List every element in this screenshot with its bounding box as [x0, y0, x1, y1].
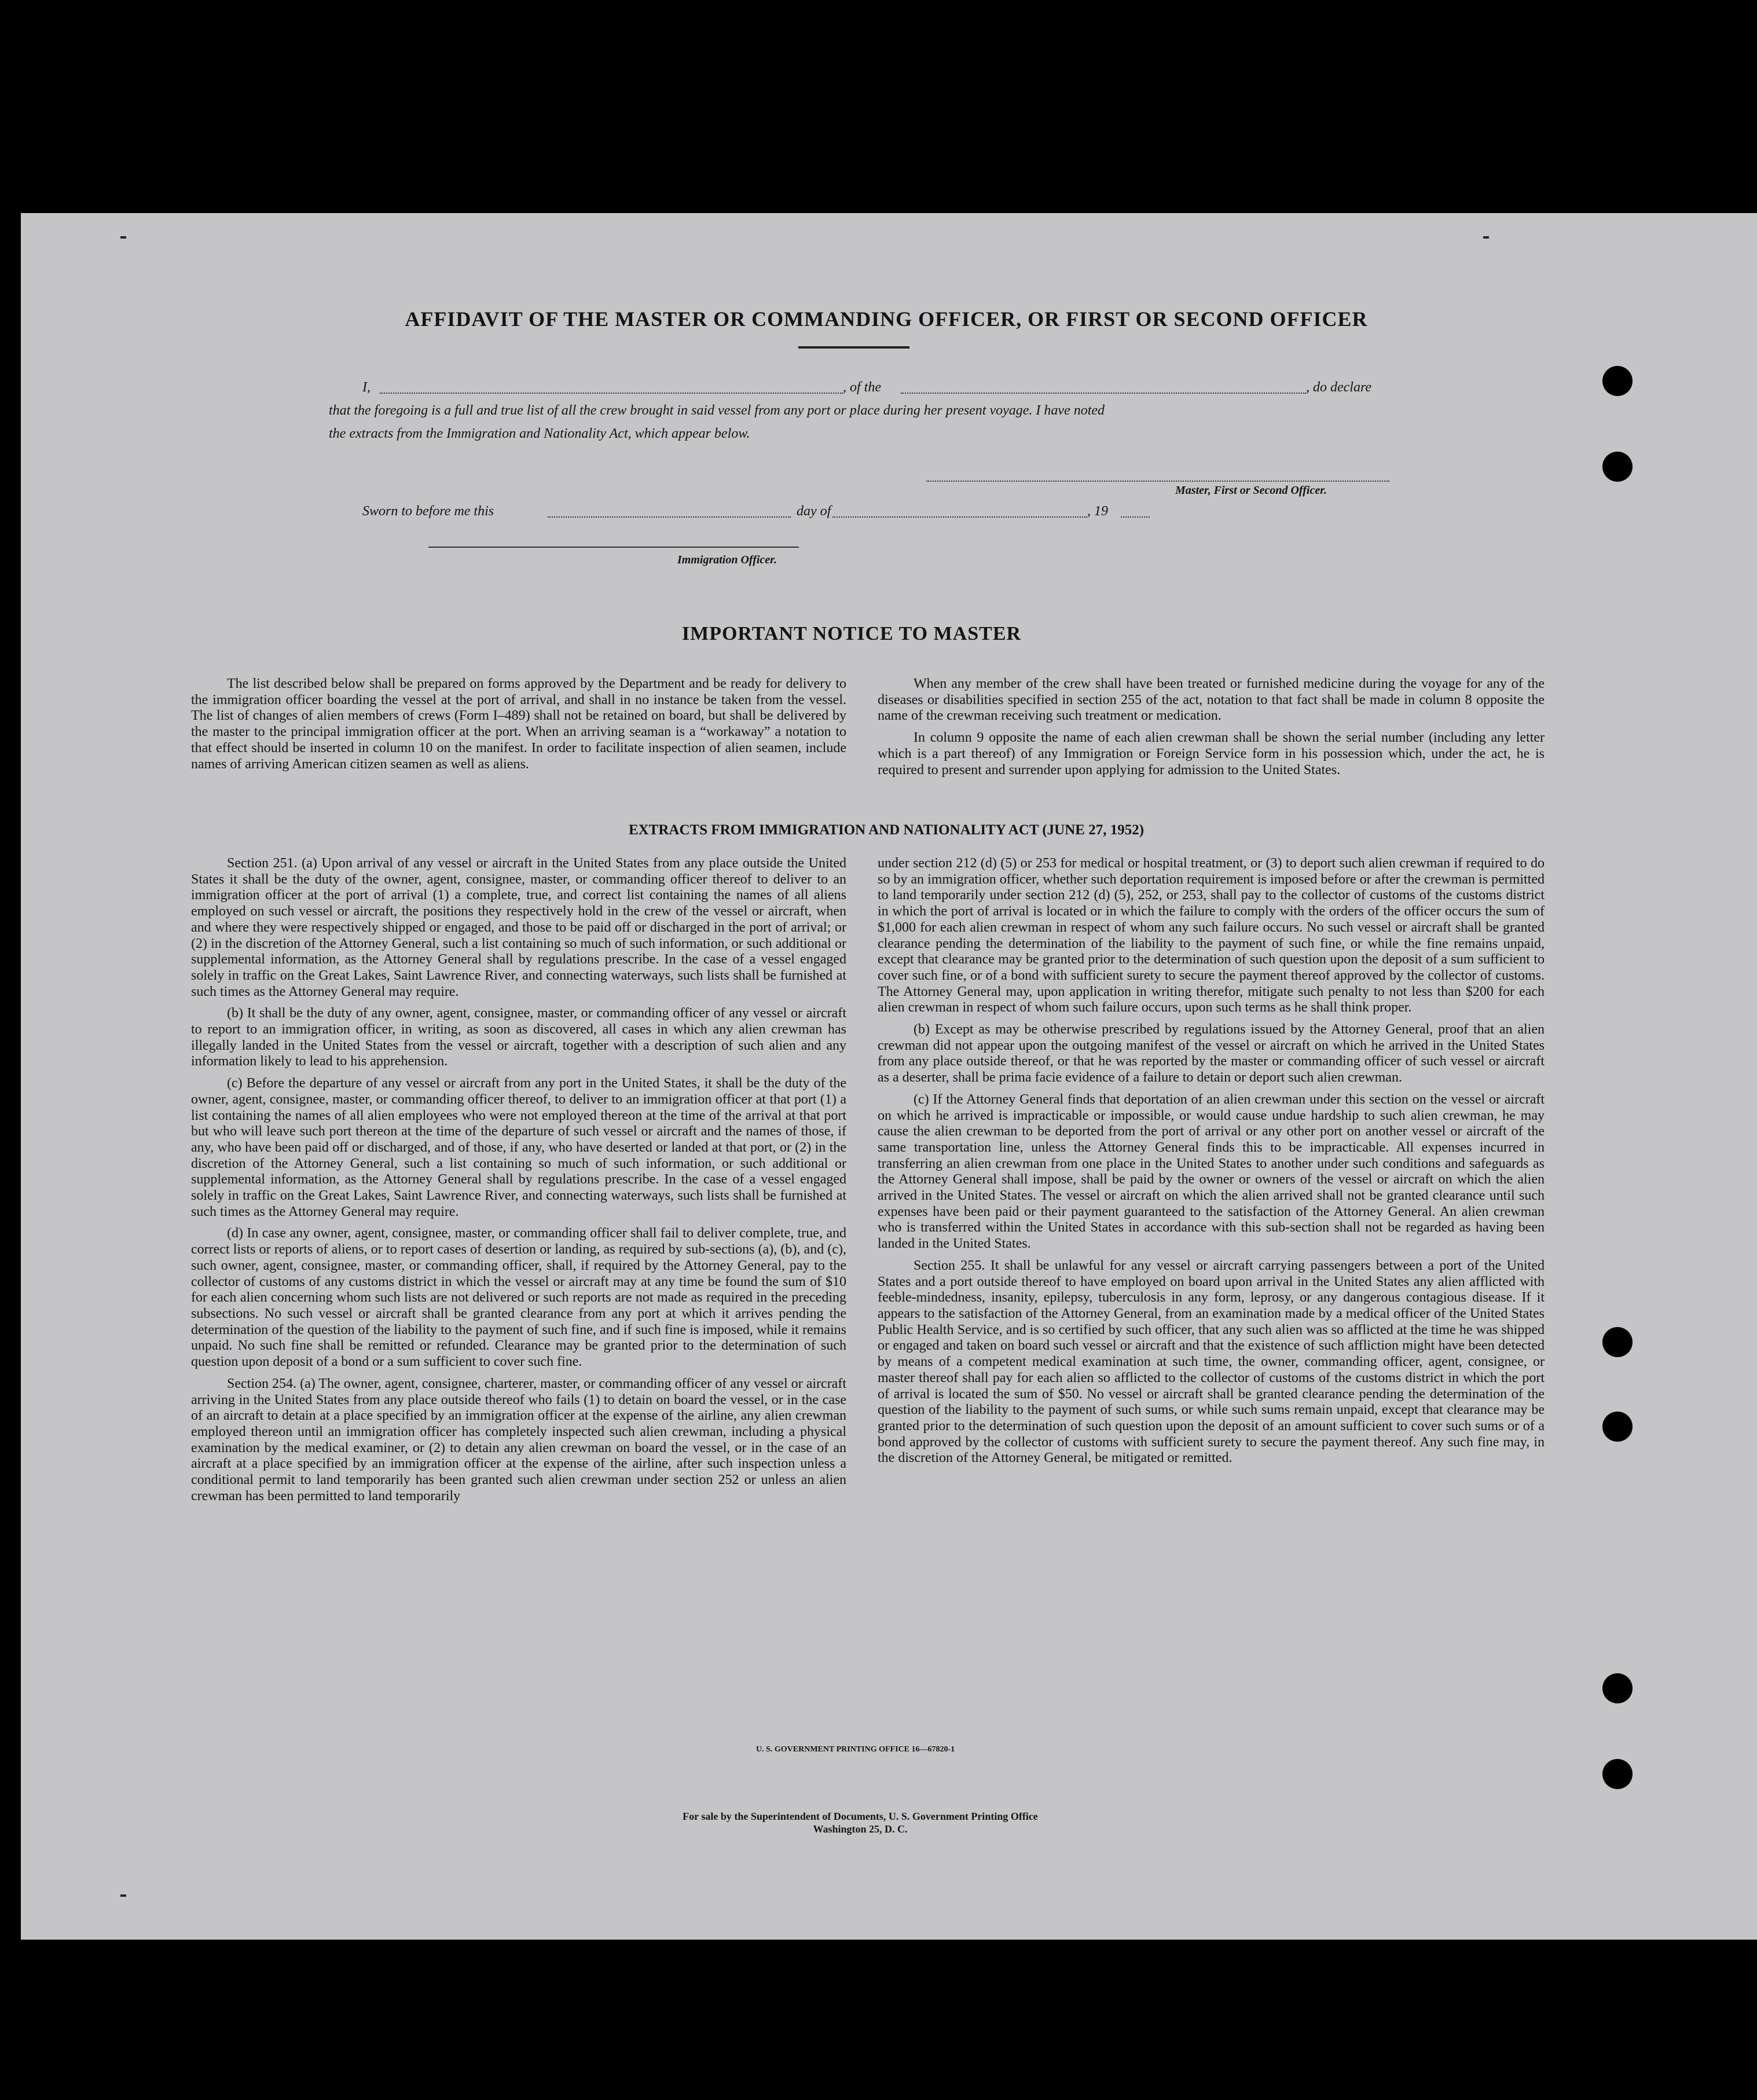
section-251-a: Section 251. (a) Upon arrival of any vessel or aircraft in the United States from any place outside the United States it shall be the duty of the owner, agent, consignee, master, or commanding officer thereof to deliver to an immigration officer at the port of arrival (1) a complete, true, and correct list containing the names of all aliens employed on such vessel or aircraft, the positions they respectively hold in the crew of the vessel or aircraft, when and where they were respectively shipped or engaged, and those to be paid off or discharged in the port of arrival; or (2) in the discretion of the Attorney General, such a list containing so much of such information, or such additional or supplemental information, as the Attorney General shall by regulations prescribe. In the case of a vessel engaged solely in traffic on the Great Lakes, Saint Lawrence River, and connecting waterways, such lists shall be furnished at such times as the Attorney General may require.: [191, 856, 846, 999]
section-254-a-continued: under section 212 (d) (5) or 253 for medical or hospital treatment, or (3) to deport such alien crewman if required to do so by an immigration officer, whether such deportation requirement is imposed before or after the crewman is permitted to land temporarily under section 212 (d) (5), 252, or 253, shall pay to the collector of customs of the customs district in which the port of arrival is located or in which the failure to comply with the orders of the officer occurs the sum of $1,000 for each alien crewman in respect of whom any such failure occurs. No such vessel or aircraft shall be granted clearance pending the determination of the liability to the payment of such fine, or while the fine remains unpaid, except that clearance may be granted prior to the determination of such question upon the deposit of a sum sufficient to cover such fine, or of a bond with sufficient surety to secure the payment thereof approved by the collector of customs. The Attorney General may, upon application in writing therefor, mitigate such penalty to not less than $200 for each alien crewman in respect of whom such failure occurs, upon such terms as he shall think proper.: [878, 856, 1545, 1016]
punch-hole: [1602, 1327, 1633, 1357]
vessel-name-field[interactable]: [901, 393, 1306, 394]
corner-mark: [120, 236, 126, 239]
punch-hole: [1602, 1673, 1633, 1703]
punch-hole: [1602, 452, 1633, 482]
declarant-name-field[interactable]: [380, 393, 843, 394]
title-rule: [798, 346, 909, 349]
signature-label: Master, First or Second Officer.: [1175, 484, 1327, 497]
sale-notice: [600, 1810, 1121, 1835]
notice-right-paragraph-2: In column 9 opposite the name of each alien crewman shall be shown the serial number (including any letter which is a part thereof) of any Immigration or Foreign Service form in his possession which, under the act, he is required to present and surrender upon applying for admission to the United States.: [878, 730, 1545, 778]
sale-notice-line-1: For sale by the Superintendent of Documents, U. S. Government Printing Office: [683, 1811, 1038, 1822]
year-label: , 19: [1087, 504, 1108, 519]
section-255: Section 255. It shall be unlawful for any vessel or aircraft carrying passengers between a port of the United States and a port outside thereof to have employed on board upon arrival in the United States any alien afflicted with feeble-mindedness, insanity, epilepsy, tuberculosis in any form, leprosy, or any dangerous contagious disease. If it appears to the satisfaction of the Attorney General, from an examination made by a medical officer of the United States Public Health Service, and is so certified by such officer, that any such alien was so afflicted at the time he was shipped or engaged and taken on board such vessel or aircraft and that the existence of such affliction might have been detected by means of a competent medical examination at such time, the owner, commanding officer, agent, consignee, or master thereof shall pay for each alien so afflicted to the collector of customs of the customs district in which the port of arrival is located the sum of $50. No vessel or aircraft shall be granted clearance pending the determination of the question of the liability to the payment of such sums, or while such sums remain unpaid, except that clearance may be granted prior to the determination of such question upon the deposit of an amount sufficient to cover such sums or of a bond approved by the collector of customs with sufficient surety to secure the payment thereof. Any such fine may, in the discretion of the Attorney General, be mitigated or remitted.: [878, 1258, 1545, 1466]
section-254-b: (b) Except as may be otherwise prescribed by regulations issued by the Attorney General, proof that an alien crewman did not appear upon the outgoing manifest of the vessel or aircraft on which he arrived in the United States from any place outside thereof, or that he was reported by the master or commanding officer of such vessel or aircraft as a deserter, shall be prima facie evidence of a failure to detain or deport such alien crewman.: [878, 1022, 1545, 1086]
corner-mark: [120, 1894, 126, 1897]
declare-of-the-label: , of the: [843, 380, 881, 395]
punch-hole: [1602, 1412, 1633, 1442]
immigration-officer-signature-field[interactable]: [428, 547, 799, 548]
sale-notice-line-2: Washington 25, D. C.: [813, 1823, 908, 1835]
corner-mark: [1483, 236, 1489, 239]
declare-i-label: I,: [362, 380, 371, 395]
immigration-officer-label: Immigration Officer.: [677, 554, 777, 566]
notice-right-column: [878, 676, 1545, 784]
declare-do-declare-label: , do declare: [1306, 380, 1372, 395]
punch-hole: [1602, 366, 1633, 396]
affidavit-statement-line1: that the foregoing is a full and true list of all the crew brought in said vessel from any port or place during her present voyage. I have noted: [329, 403, 1105, 418]
notice-right-paragraph-1: When any member of the crew shall have been treated or furnished medicine during the voyage for any of the diseases or disabilities specified in section 255 of the act, notation to that fact shall be made in column 8 opposite the name of the crewman receiving such treatment or medication.: [878, 676, 1545, 724]
extracts-left-column: [191, 856, 846, 1510]
section-251-c: (c) Before the departure of any vessel or aircraft from any port in the United States, it shall be the duty of the owner, agent, consignee, master, or commanding officer thereof, to deliver to an immigration officer at that port (1) a list containing the names of all alien employees who were not employed thereon at the time of the arrival at that port but who will leave such port thereon at the time of the departure of such vessel or aircraft and the names of those, if any, who have been paid off or discharged, and of those, if any, who have deserted or landed at that port, or (2) in the discretion of the Attorney General, such a list containing so much of such information, or such additional or supplemental information, as the Attorney General shall by regulations prescribe. In the case of a vessel engaged solely in traffic on the Great Lakes, Saint Lawrence River, and connecting waterways, such lists shall be furnished at such times as the Attorney General may require.: [191, 1076, 846, 1219]
sworn-day-field[interactable]: [548, 516, 791, 518]
sworn-year-field[interactable]: [1121, 516, 1150, 518]
section-254-a: Section 254. (a) The owner, agent, consignee, charterer, master, or commanding officer of any vessel or aircraft arriving in the United States from any place outside thereof who fails (1) to detain on board the vessel, or in the case of an aircraft to detain at a place specified by an immigration officer at the expense of the airline, any alien crewman employed thereon until an immigration officer has completely inspected such alien crewman, including a physical examination by the medical examiner, or (2) to detain any alien crewman on board the vessel, or in the case of an aircraft at a place specified by an immigration officer at the expense of the airline, after such inspection unless a conditional permit to land temporarily has been granted such alien crewman under section 252 or unless an alien crewman has been permitted to land temporarily: [191, 1376, 846, 1504]
notice-left-column: [191, 676, 846, 778]
affidavit-title: AFFIDAVIT OF THE MASTER OR COMMANDING OFFICER, OR FIRST OR SECOND OFFICER: [405, 307, 1368, 331]
signature-field[interactable]: [926, 481, 1389, 482]
section-251-b: (b) It shall be the duty of any owner, agent, consignee, master, or commanding officer of any vessel or aircraft to report to an immigration officer, in writing, as soon as discovered, all cases in which any alien crewman has illegally landed in the United States from the vessel or aircraft, together with a description of such alien and any information likely to lead to his apprehension.: [191, 1006, 846, 1069]
punch-hole: [1602, 1759, 1633, 1789]
sworn-label: Sworn to before me this: [362, 504, 494, 519]
day-of-label: day of: [797, 504, 831, 519]
printing-office-mark: U. S. GOVERNMENT PRINTING OFFICE 16—67820-1: [756, 1745, 955, 1754]
notice-title: IMPORTANT NOTICE TO MASTER: [681, 623, 1022, 644]
document-page: [21, 213, 1757, 1940]
affidavit-statement-line2: the extracts from the Immigration and Nationality Act, which appear below.: [329, 426, 750, 441]
section-251-d: (d) In case any owner, agent, consignee, master, or commanding officer shall fail to deliver complete, true, and correct lists or reports of aliens, or to report cases of desertion or landing, as required by sub-sections (a), (b), and (c), such owner, agent, consignee, master, or commanding officer, shall, if required by the Attorney General, pay to the collector of customs of any customs district in which the vessel or aircraft may at any time be found the sum of $10 for each alien concerning whom such lists are not delivered or such reports are not made as required in the preceding subsections. No such vessel or aircraft shall be granted clearance from any port at which it arrives pending the determination of the question of the liability to the payment of such fine, and if such fine is imposed, while it remains unpaid. No such fine shall be remitted or refunded. Clearance may be granted prior to the determination of such question upon deposit of a bond or a sum sufficient to cover such fine.: [191, 1226, 846, 1370]
section-254-c: (c) If the Attorney General finds that deportation of an alien crewman under this section on the vessel or aircraft on which he arrived is impracticable or impossible, or would cause undue hardship to such alien crewman, he may cause the alien crewman to be deported from the port of arrival or any other port on another vessel or aircraft of the same transportation line, unless the Attorney General finds this to be impracticable. All expenses incurred in transferring an alien crewman from one place in the United States to another under such conditions and safeguards as the Attorney General shall impose, shall be paid by the owner or owners of the vessel or aircraft on which the alien arrived in the United States. The vessel or aircraft on which the alien arrived shall not be granted clearance until such expenses have been paid or their payment guaranteed to the satisfaction of the Attorney General. An alien crewman who is transferred within the United States in accordance with this sub-section shall not be regarded as having been landed in the United States.: [878, 1091, 1545, 1252]
notice-left-paragraph: The list described below shall be prepared on forms approved by the Department and be ready for delivery to the immigration officer boarding the vessel at the port of arrival, and shall in no instance be taken from the vessel. The list of changes of alien members of crews (Form I–489) shall not be retained on board, but shall be delivered by the master to the principal immigration officer at the port. When an arriving seaman is a “workaway” a notation to that effect should be inserted in column 10 on the manifest. In order to facilitate inspection of alien seamen, include names of arriving American citizen seamen as well as aliens.: [191, 676, 846, 772]
sworn-month-field[interactable]: [832, 516, 1087, 518]
extracts-title: EXTRACTS FROM IMMIGRATION AND NATIONALITY ACT (JUNE 27, 1952): [628, 822, 1145, 838]
extracts-right-column: [878, 856, 1545, 1472]
